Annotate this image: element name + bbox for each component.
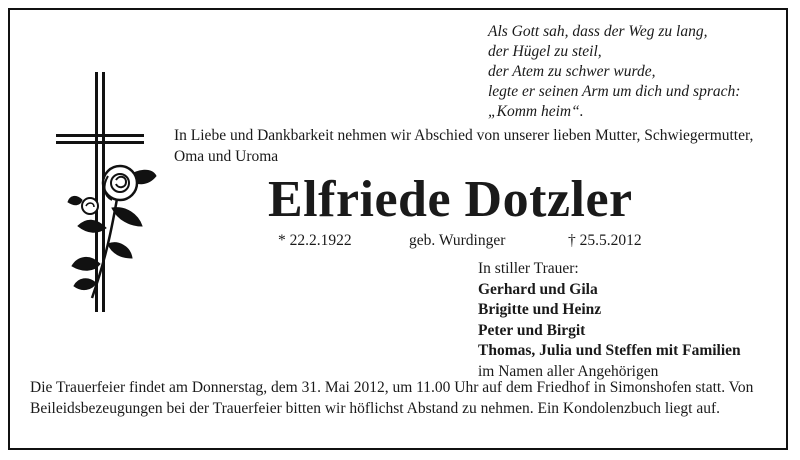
mourner-name: Thomas, Julia und Steffen mit Familien xyxy=(478,342,741,359)
poem-line: der Hügel zu steil, xyxy=(488,43,602,60)
mourner-name: Gerhard und Gila xyxy=(478,280,598,298)
intro-text: In Liebe und Dankbarkeit nehmen wir Abschied von unserer lieben Mutter, Schwiegermutter, Oma und Uroma xyxy=(174,127,754,165)
poem-line: legte er seinen Arm um dich und sprach: xyxy=(488,83,741,100)
maiden-name: geb. Wurdinger xyxy=(409,232,506,249)
mourners-list xyxy=(478,259,741,382)
mourner-name: Peter und Birgit xyxy=(478,321,586,339)
poem xyxy=(488,22,740,122)
mourners-heading: In stiller Trauer: xyxy=(478,260,579,277)
mourners-closing: im Namen aller Angehörigen xyxy=(478,362,659,380)
mourner-name: Brigitte und Heinz xyxy=(478,301,602,318)
birth-date: * 22.2.1922 xyxy=(278,232,352,249)
poem-line: „Komm heim“. xyxy=(488,103,584,120)
poem-line: der Atem zu schwer wurde, xyxy=(488,63,656,80)
rose-icon xyxy=(68,166,156,298)
cross-with-rose-icon xyxy=(56,68,166,318)
deceased-name: Elfriede Dotzler xyxy=(268,171,633,228)
death-date: † 25.5.2012 xyxy=(568,232,642,249)
poem-line: Als Gott sah, dass der Weg zu lang, xyxy=(488,23,708,40)
funeral-info: Die Trauerfeier findet am Donnerstag, dem 31. Mai 2012, um 11.00 Uhr auf dem Friedhof in Simonshofen statt. Von Beileidsbezeugungen bei der Trauerfeier bitten wir höflichst Abstand zu nehmen. Ein Kondolenzbuch liegt auf. xyxy=(30,379,754,417)
